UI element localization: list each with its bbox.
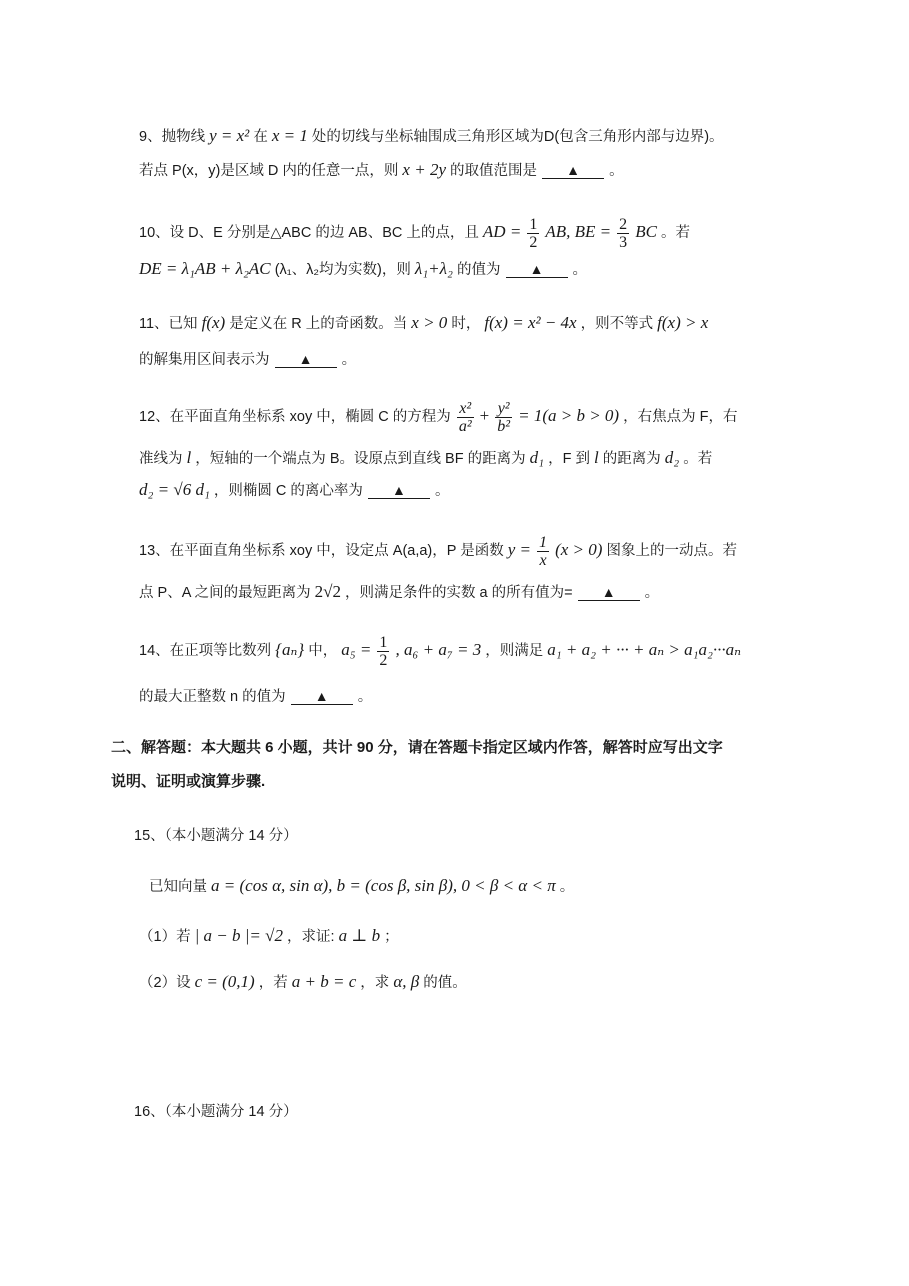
text: 处的切线与坐标轴围成三角形区域为D(包含三角形内部与边界)。	[311, 129, 724, 145]
math: l	[186, 448, 192, 467]
section-2-heading-line-1: 二、解答题：本大题共 6 小题，共计 90 分，请在答题卡指定区域内作答，解答时应写出文字	[111, 739, 723, 756]
problem-15-header: 15、（本小题满分 14 分）	[134, 828, 298, 844]
answer-blank[interactable]: ▲	[506, 261, 568, 278]
answer-blank[interactable]: ▲	[542, 162, 604, 179]
text: 图象上的一动点。若	[606, 543, 737, 559]
fraction-x-over-a	[457, 400, 474, 435]
math: d₂	[664, 448, 680, 467]
denominator: 2	[379, 651, 388, 669]
text: 。	[357, 689, 373, 705]
fraction-two-thirds	[617, 216, 629, 251]
math: a₅ =	[341, 640, 372, 659]
problem-16-header: 16、（本小题满分 14 分）	[134, 1104, 298, 1120]
math: +	[479, 406, 490, 425]
text: ，则不等式	[580, 316, 654, 332]
problem-10-line-2	[139, 259, 587, 280]
text: 的最大正整数 n 的值为	[139, 689, 286, 705]
text: (λ₁、λ₂均为实数)，则	[274, 262, 411, 278]
math: a + b = c	[291, 972, 357, 991]
math-sequence: {aₙ}	[275, 640, 305, 659]
math: = 1(a > b > 0)	[518, 406, 620, 425]
text: 14、在正项等比数列	[139, 643, 272, 659]
text: （2）设	[139, 975, 191, 991]
text: 。若	[660, 225, 690, 241]
math: AB, BE =	[545, 222, 612, 241]
text: ；	[384, 929, 399, 945]
text: 的值。	[423, 975, 467, 991]
fraction-one-half	[377, 634, 389, 669]
answer-blank[interactable]: ▲	[275, 351, 337, 368]
math: c = (0,1)	[194, 972, 255, 991]
text: 点 P、A 之间的最短距离为	[139, 585, 311, 601]
math: d₁	[529, 448, 545, 467]
text: ，则满足条件的实数 a 的所有值为=	[345, 585, 573, 601]
math: y =	[507, 540, 532, 559]
text: 。	[644, 585, 660, 601]
problem-10-line-1	[139, 214, 690, 250]
text: ，则满足	[485, 643, 544, 659]
text: 。	[341, 352, 357, 368]
answer-blank[interactable]: ▲	[291, 688, 353, 705]
problem-11-line-1	[139, 313, 708, 334]
text: 若点 P(x，y)是区域 D 内的任意一点，则	[139, 163, 399, 179]
text: 。若	[683, 451, 713, 467]
text: 。	[559, 879, 575, 895]
answer-blank[interactable]: ▲	[578, 584, 640, 601]
math-inequality: a₁ + a₂ + ··· + aₙ > a₁a₂···aₙ	[547, 640, 742, 659]
text: 的距离为	[602, 451, 661, 467]
numerator: y²	[495, 400, 512, 418]
math: f(x)	[201, 313, 226, 332]
numerator: 2	[619, 215, 628, 233]
text: ，若	[258, 975, 288, 991]
math: x > 0	[411, 313, 448, 332]
math-x-equals-1: x = 1	[271, 126, 308, 145]
problem-11-line-2	[139, 350, 356, 370]
math-distance: 2√2	[314, 582, 341, 601]
numerator: 1	[379, 633, 388, 651]
math-condition: | a − b |= √2	[194, 926, 283, 945]
problem-15-part-2	[139, 972, 467, 993]
numerator: 1	[529, 215, 538, 233]
math-parabola: y = x²	[209, 126, 250, 145]
text: 13、在平面直角坐标系 xoy 中，设定点 A(a,a)，P 是函数	[139, 543, 504, 559]
math-function-definition: f(x) = x² − 4x	[484, 313, 577, 332]
math: α, β	[393, 972, 420, 991]
text: 10、设 D、E 分别是△ABC 的边 AB、BC 上的点，且	[139, 225, 479, 241]
text: （1）若	[139, 929, 191, 945]
text: 的取值范围是	[450, 163, 538, 179]
math-target-expression: x + 2y	[402, 160, 446, 179]
problem-12-line-2	[139, 448, 712, 469]
math: BC	[635, 222, 657, 241]
text: 9、抛物线	[139, 129, 206, 145]
math: AD =	[482, 222, 522, 241]
math-vector-decomposition: DE = λ₁AB + λ₂AC	[139, 259, 271, 278]
text: 中，	[308, 643, 338, 659]
math: (x > 0)	[555, 540, 603, 559]
section-2-heading-line-2: 说明、证明或演算步骤.	[111, 773, 266, 790]
text: 。	[435, 483, 450, 499]
text: 。	[572, 262, 588, 278]
problem-14-line-1	[139, 630, 741, 670]
text: ，右焦点为 F，右	[623, 409, 738, 425]
math-vectors: a = (cos α, sin α), b = (cos β, sin β), 0 < β < α < π	[211, 876, 556, 895]
answer-blank[interactable]: ▲	[368, 482, 430, 499]
problem-12-line-3	[139, 480, 450, 501]
math: , a₆ + a₇ = 3	[395, 640, 482, 659]
text: 准线为	[139, 451, 183, 467]
text: ，F 到	[548, 451, 590, 467]
denominator: b²	[497, 417, 511, 435]
math-inequality: f(x) > x	[657, 313, 709, 332]
math-conclusion: a ⊥ b	[338, 926, 381, 945]
math-distance-relation: d₂ = √6 d₁	[139, 480, 210, 499]
problem-15-part-1	[139, 926, 399, 947]
text: ，短轴的一个端点为 B。设原点到直线 BF 的距离为	[195, 451, 526, 467]
math-lambda-sum: λ₁+λ₂	[414, 259, 453, 278]
fraction-one-over-x	[537, 534, 549, 569]
fraction-one-half	[527, 216, 539, 251]
text: ，则椭圆 C 的离心率为	[213, 483, 363, 499]
text: 时，	[451, 316, 481, 332]
problem-9-line-1	[139, 126, 724, 147]
text: 的值为	[456, 262, 501, 278]
math: l	[594, 448, 599, 467]
text: 已知向量	[149, 879, 207, 895]
text: 。	[609, 163, 624, 179]
problem-15-given	[149, 876, 574, 897]
problem-13-line-2	[139, 582, 659, 603]
numerator: x²	[457, 400, 474, 418]
problem-14-line-2	[139, 687, 372, 707]
numerator: 1	[539, 533, 548, 551]
fraction-y-over-b	[495, 400, 512, 435]
problem-13-line-1	[139, 530, 737, 570]
text: 在	[253, 129, 268, 145]
text: ，求	[360, 975, 390, 991]
denominator: a²	[458, 417, 472, 435]
text: 的解集用区间表示为	[139, 352, 270, 368]
text: ，求证:	[287, 929, 335, 945]
denominator: 3	[619, 233, 628, 251]
text: 11、已知	[139, 316, 198, 332]
text: 是定义在 R 上的奇函数。当	[229, 316, 408, 332]
problem-9-line-2	[139, 160, 624, 181]
denominator: 2	[529, 233, 538, 251]
denominator: x	[539, 551, 547, 569]
problem-12-line-1	[139, 396, 738, 436]
text: 12、在平面直角坐标系 xoy 中，椭圆 C 的方程为	[139, 409, 451, 425]
